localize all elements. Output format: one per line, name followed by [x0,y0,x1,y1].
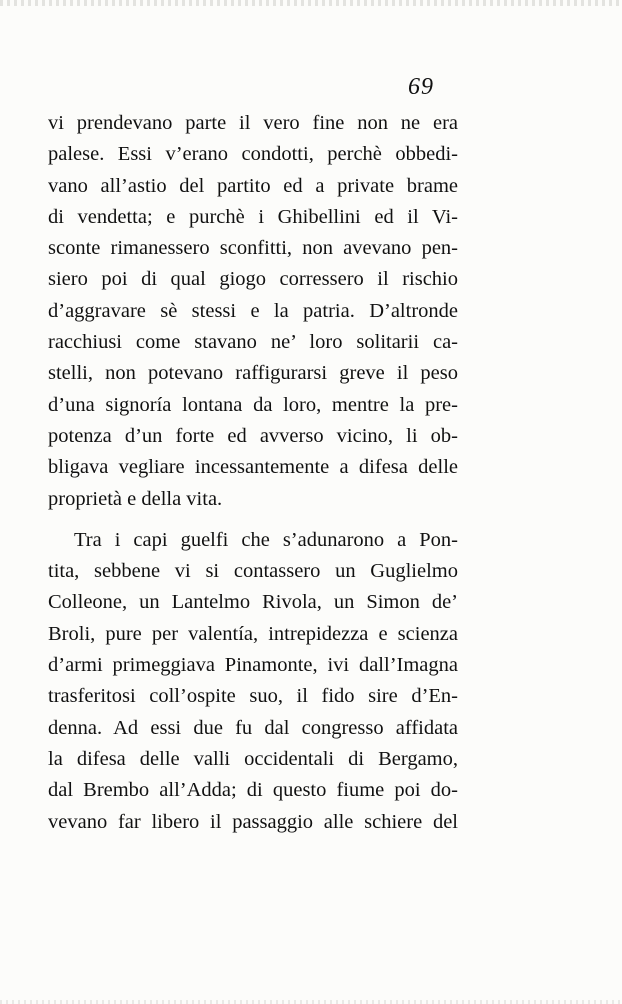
text-line: vi prendevano parte il vero fine non ne era [48,112,458,134]
text-line: tita, sebbene vi si contassero un Guglielmo [48,560,458,583]
body-text [48,108,458,838]
text-line: Colleone, un Lantelmo Rivola, un Simon de’ [48,591,458,614]
text-line: di vendetta; e purchè i Ghibellini ed il Vi- [48,205,458,228]
text-line: Broli, pure per valentía, intrepidezza e scienza [48,622,458,645]
text-line: dal Brembo all’Adda; di questo fiume poi do- [48,779,458,802]
text-line: vano all’astio del partito ed a private brame [48,174,458,197]
text-line: stelli, non potevano raffigurarsi greve il peso [48,362,458,385]
text-line: palese. Essi v’erano condotti, perchè obbedi- [48,143,458,166]
text-line: vevano far libero il passaggio alle schiere del [48,810,458,833]
text-line: d’aggravare sè stessi e la patria. D’altronde [48,299,458,322]
text-line: la difesa delle valli occidentali di Bergamo, [48,747,458,770]
text-line: racchiusi come stavano ne’ loro solitarii ca- [48,331,458,354]
text-line: trasferitosi coll’ospite suo, il fido sire d’En- [48,685,458,708]
text-line: denna. Ad essi due fu dal congresso affidata [48,716,458,739]
text-line: potenza d’un forte ed avverso vicino, li ob- [48,424,458,447]
text-line: d’una signoría lontana da loro, mentre la pre- [48,393,458,416]
text-line: sconte rimanessero sconfitti, non avevano pen- [48,237,458,260]
page-number: 69 [408,74,434,100]
text-line: Tra i capi guelfi che s’adunarono a Pon- [74,528,458,551]
text-line: bligava vegliare incessantemente a difesa delle [48,456,458,479]
text-line: siero poi di qual giogo corressero il rischio [48,268,458,291]
page-top-edge [0,0,622,6]
text-line: d’armi primeggiava Pinamonte, ivi dall’Imagna [48,654,458,677]
text-line: proprietà e della vita. [48,487,223,510]
page-bottom-edge [0,1000,622,1004]
